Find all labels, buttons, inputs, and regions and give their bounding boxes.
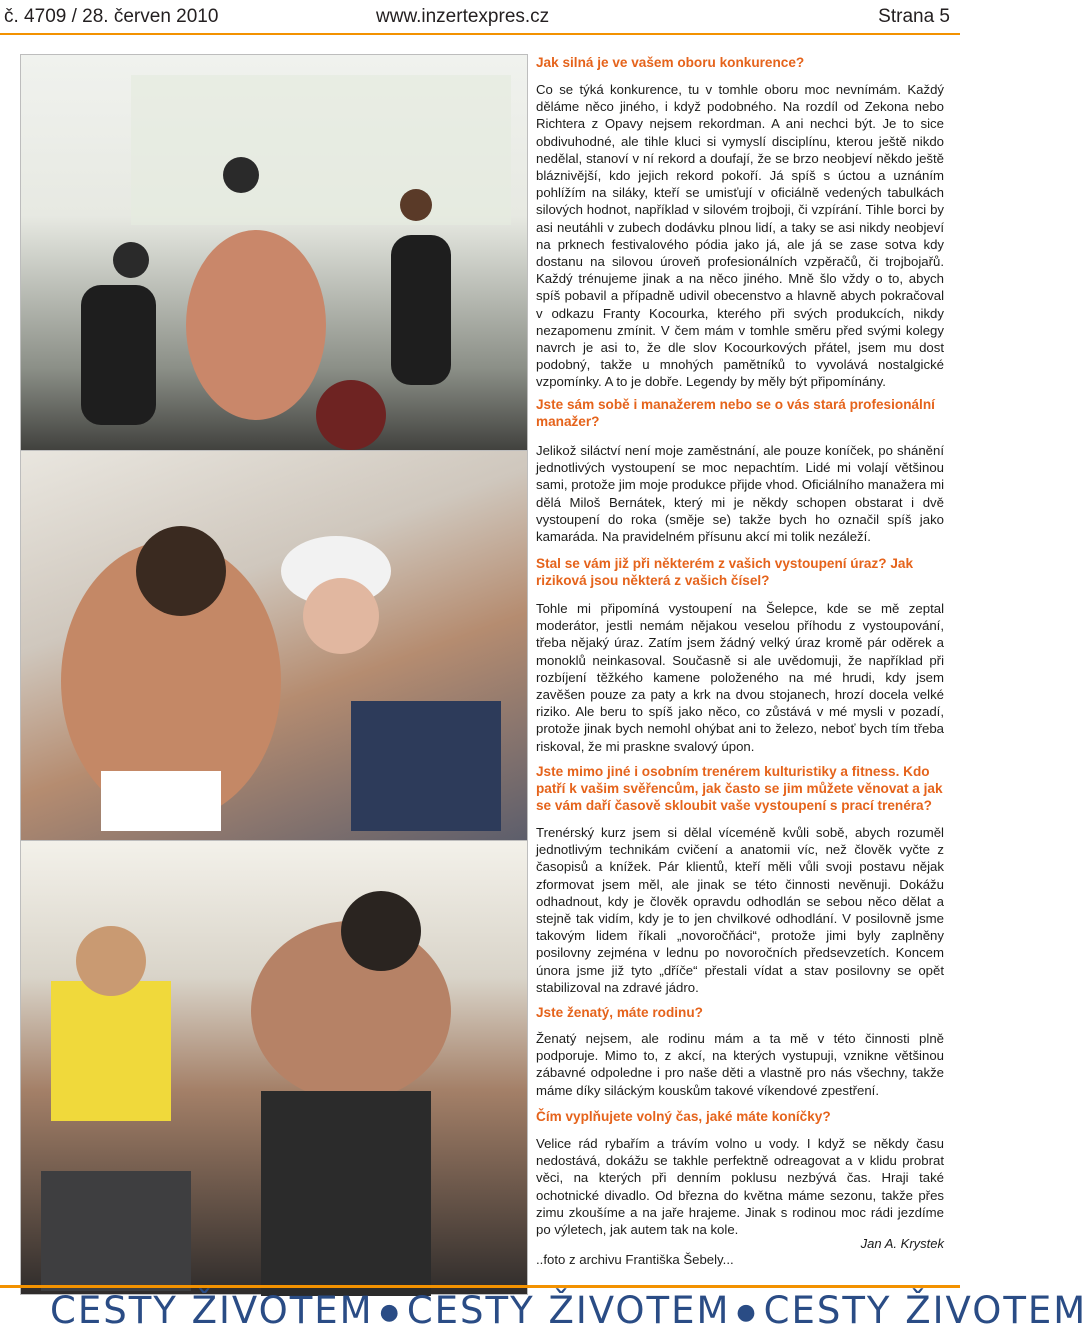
website-link[interactable]: www.inzertexpres.cz [376,6,550,27]
issue-number: č. 4709 / 28. červen 2010 [4,6,219,27]
answer-text: Ženatý nejsem, ale rodinu mám a ta mě v této činnosti plně podporuje. Mimo to, z akcí, na kterých vystupuji, vznikne většinou zábavné odpoledne i pro naše děti a vlastně pro nás všechny, takže máme díky siláckým kouskům takové víkendové zpestření. [536,1031,944,1098]
head-shape [223,157,259,193]
leather-bending-photo [20,840,528,1295]
question-4 [536,763,944,814]
bullet-icon: ● [736,1300,758,1325]
yellow-shirt-shape [51,981,171,1121]
answer-6 [536,1135,944,1238]
credit-block [536,1252,944,1267]
footer-rule [0,1285,960,1288]
author-signature: Jan A. Krystek [860,1236,944,1251]
question-heading: Jste ženatý, máte rodinu? [536,1005,703,1020]
page-header [0,0,960,34]
trousers-shape [261,1091,431,1296]
head-shape [76,926,146,996]
question-5 [536,1004,944,1021]
footer-banner [0,1285,1087,1332]
page-number: Strana 5 [878,6,950,27]
answer-2 [536,442,944,545]
answer-4 [536,824,944,996]
torso-shape [186,230,326,420]
photo-credit: ..foto z archivu Františka Šebely... [536,1252,734,1267]
footer-slogan-2: CESTY ŽIVOTEM [406,1289,731,1332]
head-shape [136,526,226,616]
answer-text: Trenérský kurz jsem si dělal víceméně kvůli sobě, abych rozuměl jednotlivým technikám cvičení a anatomii víc, než člověk vyčte z časopisů a knížek. Pár klientů, kteří měli vůli svoji postavu nějak zformovat jsem měl, ale jinak se této činnosti nevěnuji. Dokážu odhadnout, kdy je člověk opravdu odhodlán se sebou něco dělat a stejně tak vidím, kdy je to jen chvilkové odhodlání. V posilovně jsme takovým lidem říkali „novoročňáci“, protože jimi byly zaplněny posilovny zejména v lednu po novoročních předsevzetích. Koncem února jsme již tyto „dříče“ přestali vídat a stav posilovny se opět stabilizoval na zdravé jádro. [536,825,944,995]
question-heading: Čím vyplňujete volný čas, jaké máte koníčky? [536,1109,831,1124]
jacket-shape [351,701,501,831]
question-heading: Stal se vám již při některém z vašich vystoupení úraz? Jak riziková jsou některá z vašich čísel? [536,556,914,588]
answer-text: Velice rád rybařím a trávím volno u vody. I když se někdy času nedostává, dokážu se takhle perfektně odreagovat a v klidu probrat věci, na kterých při denním poklusu nezbývá čas. Hraji také ochotnické divadlo. Od března do května máme sezonu, takže přes zimu zkoušíme a na jaře hrajeme. Jinak s rodinou moc rádi jezdíme po výletech, jak autem tak na kole. [536,1136,944,1238]
question-3 [536,555,944,589]
keyboard-shape [41,1171,191,1291]
stage-performance-photo [20,54,528,458]
head-shape [113,242,149,278]
answer-text: Jelikož siláctví není moje zaměstnání, ale pouze koníček, po shánění jednotlivých vystoupení se moc nepachtím. Lidé mi volají většinou sami, protože jim moje produkce přijde vhod. Oficiálního manažera mi dělá Miloš Bernátek, který mi je někdy schopen obstarat i dvě vystoupení do roka (směje se) takže bych ho označil spíš jako kamaráda. Na pravidelném přísunu akcí mi tolik nezáleží. [536,443,944,545]
answer-5 [536,1030,944,1099]
wristband-shape [101,771,221,831]
question-6 [536,1108,944,1125]
head-shape [400,189,432,221]
signature-block [536,1236,944,1251]
leather-scene-illustration [21,841,529,1296]
question-heading: Jak silná je ve vašem oboru konkurence? [536,55,805,70]
head-shape [341,891,421,971]
question-heading: Jste sám sobě i manažerem nebo se o vás stará profesionální manažer? [536,397,935,429]
stage-scene-illustration [21,55,529,459]
header-rule [0,33,960,35]
figure-shape [81,285,156,425]
answer-3 [536,600,944,755]
autograph-session-photo [20,450,528,845]
question-1 [536,54,944,71]
footer-slogan-3: CESTY ŽIVOTEM [763,1289,1087,1332]
footer-slogan [50,1289,1087,1332]
answer-text: Tohle mi připomíná vystoupení na Šelepce, kde se mě zeptal moderátor, jestli nemám nějakou veselou příhodu z vystoupování, třeba nějaký úraz. Zatím jsem žádný velký úraz kromě pár oděrek a monoklů neinkasoval. Současně si ale uvědomuji, že například při rozbíjení těžkého kamene položeného na mé hrudi, kdy jsem zavěšen pouze za paty a krk na dvou stojanech, hrozí docela velké riziko. Ale beru to spíš jako něco, co zůstává v mé mysli v pozadí, protože jinak bych nemohl ohýbat ani to železo, neboť bych tím třeba riskoval, že mi praskne svalový úpon. [536,601,944,754]
question-2 [536,396,944,430]
drum-shape [316,380,386,450]
question-heading: Jste mimo jiné i osobním trenérem kulturistiky a fitness. Kdo patří k vašim svěřencům, jak často se jim můžete věnovat a jak se vám daří časově skloubit vaše vystoupení s prací trenéra? [536,764,943,813]
figure-shape [391,235,451,385]
answer-text: Co se týká konkurence, tu v tomhle oboru moc nevnímám. Každý děláme něco jiného, i když podobného. Na rozdíl od Zekona nebo Richtera z Opavy nejsem rekordman. A ani nechci být. Je to sice obdivuhodné, ale tihle kluci si vymyslí disciplínu, kterou ještě nikdo nedělal, stanoví v ní rekord a doufají, že se brzo neobjeví někdo ještě bláznivější, kdo jejich rekord pokoří. Já spíš s úctou a uznáním pohlížím na siláky, kteří se umisťují v oficiálně vedených tabulkách silových hodnot, například v silovém trojboji, či vzpírání. Tihle borci by asi neutáhli v zubech dodávku plnou lidí, a taky se asi nikdy neobjeví na prknech festivalového pódia jako já, ale já se zase sotva kdy dostanu na silovou úroveň profesionálních vzpěračů, či trojbojařů. Každý trénujeme jinak a na něco jiného. Mně šlo vždy o to, abych spíš pobavil a případně udivil obecenstvo a hlavně abych pokračoval v odkazu Franty Kocourka, kterého při svých produkcích, nikdy nezapomenu zmínit. V čem mám v tomhle směru před svými kolegy navrch je asi to, že dle slov Kocourkových přátel, jsem mu dost podobný, takže u mnohých pamětníků to vyvolává nostalgické vzpomínky. A to je dobře. Legendy by měly být připomínány. [536,82,944,390]
banner-background [131,75,511,225]
footer-slogan-1: CESTY ŽIVOTEM [50,1289,374,1332]
autograph-scene-illustration [21,451,529,846]
bullet-icon: ● [379,1300,401,1325]
face-shape [303,578,379,654]
answer-1 [536,81,944,391]
